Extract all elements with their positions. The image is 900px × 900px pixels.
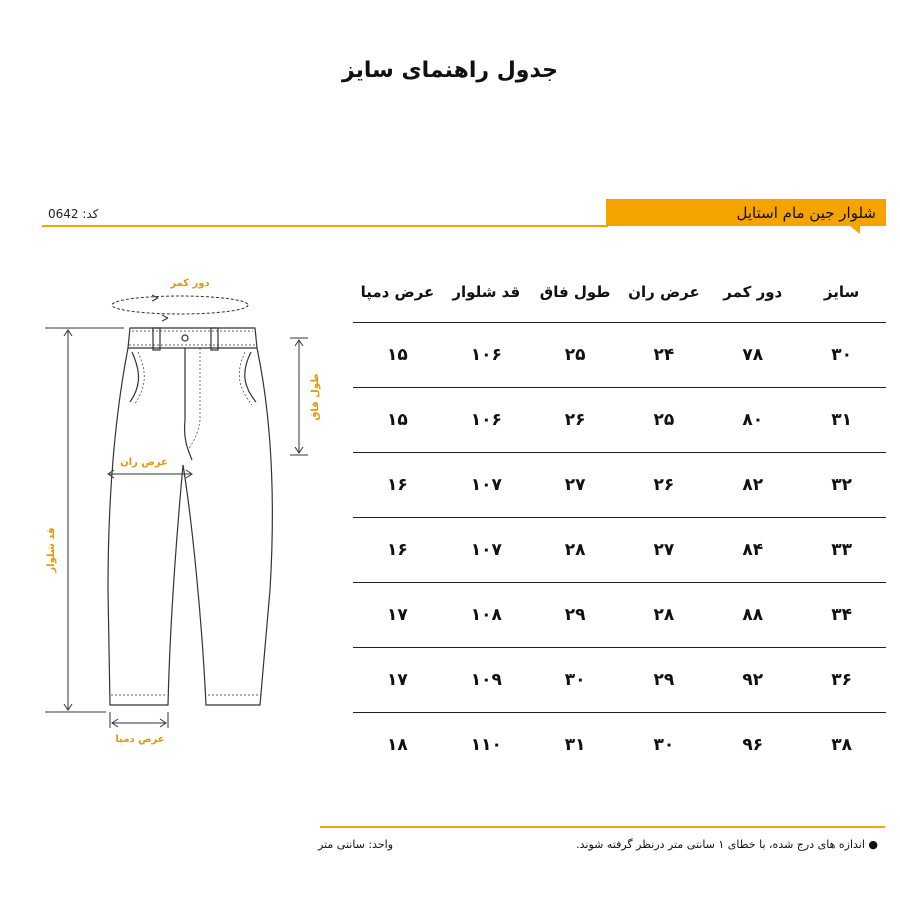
table-cell: ۲۷ bbox=[620, 518, 709, 583]
table-cell: ۱۶ bbox=[353, 518, 442, 583]
table-cell: ۱۰۷ bbox=[442, 453, 531, 518]
header-length: قد شلوار bbox=[442, 262, 531, 323]
table-cell: ۸۴ bbox=[708, 518, 797, 583]
table-cell: ۲۴ bbox=[620, 323, 709, 388]
table-row bbox=[353, 323, 886, 388]
table-cell: ۲۶ bbox=[531, 388, 620, 453]
table-cell: ۱۷ bbox=[353, 583, 442, 648]
pants-outline bbox=[108, 328, 272, 705]
size-table bbox=[353, 262, 886, 777]
table-cell: ۳۴ bbox=[797, 583, 886, 648]
footer-note-text: اندازه های درج شده، با خطای ۱ سانتی متر درنظر گرفته شوند. bbox=[576, 838, 865, 851]
table-cell: ۲۸ bbox=[620, 583, 709, 648]
table-cell: ۳۰ bbox=[653, 735, 675, 755]
table-cell: ۲۸ bbox=[531, 518, 620, 583]
table-cell: ۱۰۹ bbox=[442, 648, 531, 713]
table-cell: ۱۰۸ bbox=[442, 583, 531, 648]
table-row bbox=[353, 713, 886, 778]
table-cell: ۱۶ bbox=[353, 453, 442, 518]
footer-rule bbox=[320, 826, 885, 828]
table-cell: ۱۰۷ bbox=[442, 518, 531, 583]
table-row bbox=[353, 518, 886, 583]
table-cell: ۱۱۰ bbox=[470, 735, 502, 755]
header-waist: دور کمر bbox=[708, 262, 797, 323]
table-cell: ۲۹ bbox=[531, 583, 620, 648]
table-cell: ۲۹ bbox=[620, 648, 709, 713]
table-cell: ۳۲ bbox=[797, 453, 886, 518]
table-cell: ۳۰ bbox=[531, 648, 620, 713]
product-code: کد: 0642 bbox=[48, 207, 99, 221]
table-cell: ۱۰۶ bbox=[442, 388, 531, 453]
table-cell: ۳۰ bbox=[797, 323, 886, 388]
table-cell: ۱۵ bbox=[353, 388, 442, 453]
product-name: شلوار جین مام استایل bbox=[736, 203, 876, 222]
page-title: جدول راهنمای سایز bbox=[341, 58, 559, 83]
footer-note bbox=[576, 838, 878, 851]
table-row bbox=[353, 648, 886, 713]
table-header-row bbox=[353, 262, 886, 323]
header-size: سایز bbox=[797, 262, 886, 323]
pants-diagram bbox=[20, 260, 340, 760]
table-cell: ۳۳ bbox=[797, 518, 886, 583]
table-cell: ۳۱ bbox=[797, 388, 886, 453]
footer-unit: واحد: سانتی متر bbox=[318, 838, 394, 851]
table-cell: ۱۰۶ bbox=[442, 323, 531, 388]
table-row bbox=[353, 453, 886, 518]
table-cell: ۳۶ bbox=[797, 648, 886, 713]
length-measure bbox=[45, 328, 124, 712]
waist-label: دور کمر bbox=[170, 278, 210, 289]
thigh-measure bbox=[108, 470, 192, 478]
rise-measure bbox=[290, 338, 308, 455]
header-thigh: عرض ران bbox=[620, 262, 709, 323]
table-cell: ۱۷ bbox=[353, 648, 442, 713]
table-cell: ۹۲ bbox=[708, 648, 797, 713]
header-hem: عرض دمپا bbox=[353, 262, 442, 323]
banner-tab bbox=[850, 226, 860, 234]
table-cell: ۸۲ bbox=[708, 453, 797, 518]
table-cell: ۱۵ bbox=[353, 323, 442, 388]
table-cell: ۷۸ bbox=[708, 323, 797, 388]
table-cell: ۲۵ bbox=[531, 323, 620, 388]
table-cell: ۳۸ bbox=[831, 735, 852, 755]
product-banner bbox=[606, 199, 886, 226]
length-label: قد شلوار bbox=[46, 527, 57, 573]
table-row bbox=[353, 388, 886, 453]
waist-ellipse bbox=[112, 296, 248, 314]
table-cell: ۸۸ bbox=[708, 583, 797, 648]
table-cell: ۸۰ bbox=[708, 388, 797, 453]
header-rise: طول فاق bbox=[531, 262, 620, 323]
hem-measure bbox=[110, 712, 168, 728]
rise-label: طول فاق bbox=[310, 373, 321, 421]
table-row bbox=[353, 583, 886, 648]
table-cell: ۱۸ bbox=[387, 735, 408, 755]
hem-label: عرض دمپا bbox=[115, 734, 165, 745]
table-cell: ۲۶ bbox=[620, 453, 709, 518]
table-cell: ۲۵ bbox=[620, 388, 709, 453]
table-cell: ۹۶ bbox=[742, 735, 764, 755]
table-cell: ۲۷ bbox=[531, 453, 620, 518]
thigh-label: عرض ران bbox=[120, 457, 168, 468]
bullet-icon: ● bbox=[864, 838, 878, 851]
header-rule bbox=[42, 225, 608, 227]
table-cell: ۳۱ bbox=[564, 735, 586, 755]
